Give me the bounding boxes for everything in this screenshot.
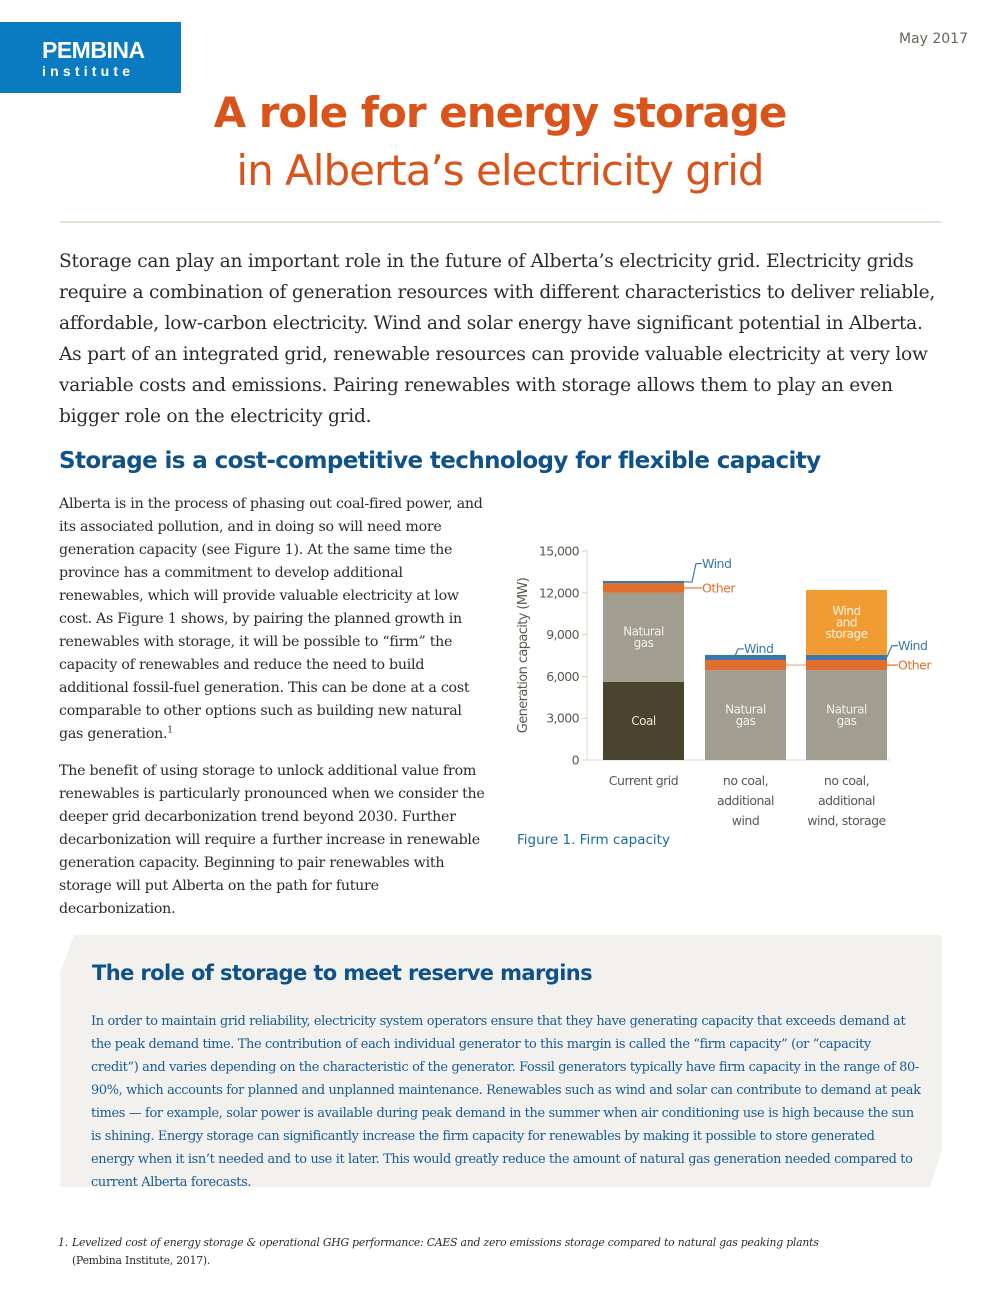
page-title-line-1: A role for energy storage [213, 88, 787, 137]
logo-line-2: institute [42, 63, 135, 79]
callout-leader [684, 564, 702, 582]
y-tick-label: 9,000 [546, 627, 579, 643]
bar-inside-label: gas [735, 713, 756, 728]
section-heading: Storage is a cost-competitive technology for flexible capacity [59, 448, 821, 474]
body-paragraph-2: The benefit of using storage to unlock additional value from renewables is particularly pronounced when we consider the deeper grid decarbonization trend beyond 2030. Further decarbonization will require a further increase in renewable generation capacity. Beginning to pair renewables with storage will put Alberta on the path for future decarbonization. [59, 763, 485, 917]
x-category-label: additional [817, 793, 876, 808]
x-category-label: wind [731, 813, 760, 828]
y-tick-label: 6,000 [546, 668, 579, 684]
footnote [58, 1234, 938, 1270]
x-category-label: no coal, [823, 773, 870, 788]
x-category-label: Current grid [608, 773, 679, 788]
x-category-label: wind, storage [807, 813, 886, 828]
bar-inside-label: storage [825, 626, 868, 641]
body-paragraph-1-text: Alberta is in the process of phasing out coal-fired power, and its associated pollution, and in doing so will need more generation capacity (see Figure 1). At the same time the province has a commitment to develop additional renewables, which will provide valuable electricity at low cost. As Figure 1 shows, by pairing the planned growth in renewables with storage, it will be possible to “firm” the capacity of renewables and reduce the need to build additional fossil-fuel generation. This can be done at a cost comparable to other options such as building new natural gas generation. [59, 496, 483, 742]
callout-leader [887, 646, 898, 657]
bar-inside-label: Coal [631, 713, 656, 728]
logo-line-1: PEMBINA [42, 37, 145, 63]
y-tick-label: 3,000 [546, 710, 579, 726]
bar-segment-other [603, 583, 684, 593]
callout-label-other: Other [898, 657, 931, 673]
x-category-label: additional [716, 793, 775, 808]
bar-segment-other [705, 660, 786, 670]
bar-segment-wind [806, 655, 887, 660]
publication-date: May 2017 [898, 31, 968, 47]
bar-inside-label: and [835, 615, 858, 630]
y-tick-label: 0 [571, 752, 579, 768]
firm-capacity-chart [500, 535, 950, 835]
callout-label-wind: Wind [898, 638, 928, 654]
pembina-institute-logo [0, 22, 181, 93]
title-divider [60, 221, 941, 223]
bar-inside-label: Wind [832, 603, 861, 618]
figure-caption: Figure 1. Firm capacity [517, 832, 670, 848]
callout-label-other: Other [702, 580, 735, 596]
page-title-line-2: in Alberta’s electricity grid [236, 146, 764, 195]
x-category-label: no coal, [722, 773, 769, 788]
bar-segment-wind [603, 581, 684, 583]
y-tick-label: 15,000 [538, 543, 579, 559]
callout-label-wind: Wind [744, 640, 774, 656]
bar-inside-label: Natural [725, 702, 766, 717]
sidebar-box-text: In order to maintain grid reliability, electricity system operators ensure that they have generating capacity that exceeds demand at the peak demand time. The contribution of each individual generator to this margin is called the “firm capacity” (or “capacity credit”) and varies depending on the characteristic of the generator. Fossil generators typically have firm capacity in the range of 80-90%, which accounts for planned and unplanned maintenance. Renewables such as wind and solar can contribute to demand at peak times — for example, solar power is available during peak demand in the summer when air conditioning use is high because the sun is shining. Energy storage can significantly increase the firm capacity for renewables by making it possible to store generated energy when it isn’t needed and to use it later. This would greatly reduce the amount of natural gas generation needed compared to current Alberta forecasts. [91, 1014, 921, 1190]
callout-leader [735, 649, 744, 656]
y-axis-label: Generation capacity (MW) [516, 577, 531, 734]
intro-paragraph: Storage can play an important role in the future of Alberta’s electricity grid. Electricity grids require a combination of generation resources with different characteristics to deliver reliable, affordable, low-carbon electricity. Wind and solar energy have significant potential in Alberta. As part of an integrated grid, renewable resources can provide valuable electricity at very low variable costs and emissions. Pairing renewables with storage allows them to play an even bigger role on the electricity grid. [59, 251, 936, 427]
footnote-number: 1. [58, 1236, 68, 1249]
footnote-ref[interactable]: 1 [167, 725, 173, 736]
body-paragraph-1 [59, 493, 489, 746]
sidebar-box-heading: The role of storage to meet reserve margins [92, 961, 593, 985]
bar-inside-label: gas [836, 713, 857, 728]
callout-label-wind: Wind [702, 556, 732, 572]
bar-inside-label: Natural [623, 624, 664, 639]
footnote-source: (Pembina Institute, 2017). [72, 1254, 211, 1267]
y-tick-label: 12,000 [538, 585, 579, 601]
bar-segment-other [806, 660, 887, 670]
bar-inside-label: gas [633, 636, 654, 651]
footnote-title: Levelized cost of energy storage & operational GHG performance: CAES and zero emissions storage compared to natural gas peaking plants [72, 1236, 819, 1249]
bar-inside-label: Natural [826, 702, 867, 717]
